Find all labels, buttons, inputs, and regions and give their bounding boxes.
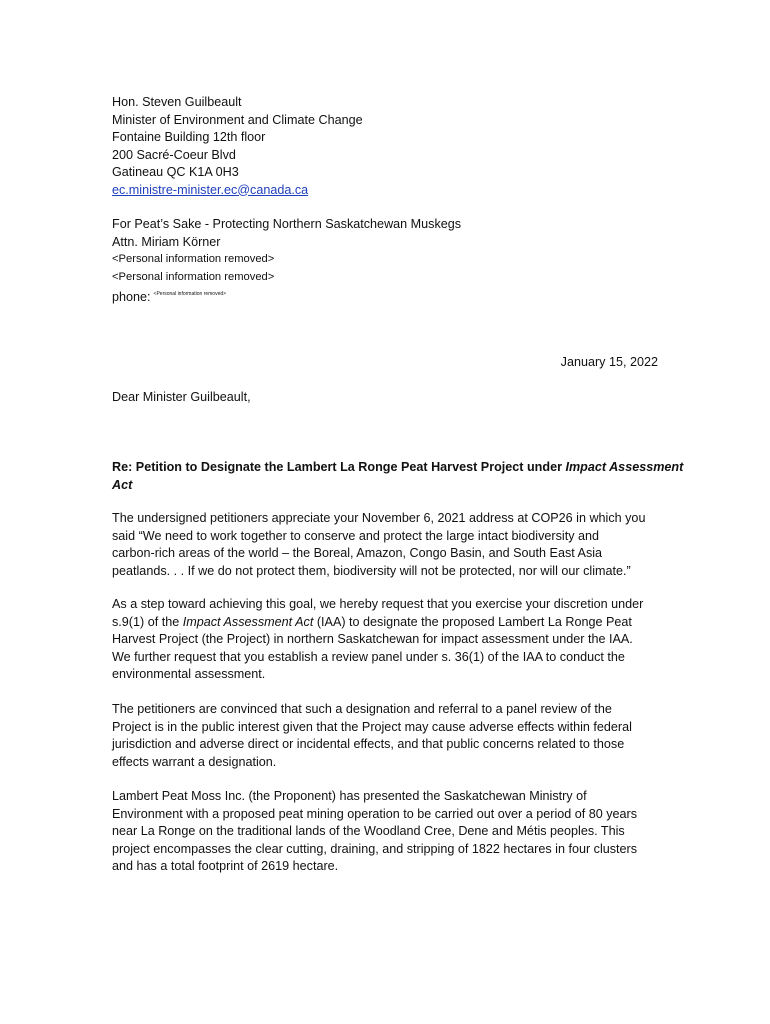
recipient-building: Fontaine Building 12th floor xyxy=(112,130,266,144)
paragraph-line: The petitioners are convinced that such a designation and referral to a panel review of the xyxy=(112,702,612,716)
sender-address xyxy=(112,216,662,307)
sender-phone xyxy=(112,286,662,307)
paragraph-line: effects warrant a designation. xyxy=(112,754,277,769)
paragraph-line: Project is in the public interest given that the Project may cause adverse effects within federal xyxy=(112,719,632,734)
p2-line2-pre: s.9(1) of the xyxy=(112,614,183,629)
paragraph-line: near La Ronge on the traditional lands of the Woodland Cree, Dene and Métis peoples. This xyxy=(112,824,625,838)
letter-date: January 15, 2022 xyxy=(560,355,658,369)
paragraph-line: Environment with a proposed peat mining operation to be carried out over a period of 80 years xyxy=(112,806,638,821)
p2-act-name: Impact Assessment Act xyxy=(182,614,314,629)
phone-redacted: <Personal information removed> xyxy=(153,291,227,297)
paragraph-line: We further request that you establish a review panel under s. 36(1) of the IAA to conduct the xyxy=(112,649,625,664)
paragraph-line: said “We need to work together to conserve and protect the large intact biodiversity and xyxy=(112,528,599,543)
recipient-street: 200 Sacré-Coeur Blvd xyxy=(112,147,236,162)
recipient-city: Gatineau QC K1A 0H3 xyxy=(112,165,239,179)
paragraph-line: environmental assessment. xyxy=(112,667,266,681)
p2-line2-post: (IAA) to designate the proposed Lambert La Ronge Peat xyxy=(313,614,632,629)
paragraph-3 xyxy=(112,701,660,771)
recipient-email-link[interactable]: ec.ministre-minister.ec@canada.ca xyxy=(112,182,309,197)
phone-label: phone: xyxy=(112,290,151,304)
paragraph-line: carbon-rich areas of the world – the Boreal, Amazon, Congo Basin, and South East Asia xyxy=(112,546,603,560)
recipient-address xyxy=(112,94,662,199)
paragraph-2 xyxy=(112,596,660,684)
sender-redacted-line-1: <Personal information removed> xyxy=(112,253,275,265)
paragraph-4 xyxy=(112,788,660,876)
paragraph-line: Harvest Project (the Project) in northern Saskatchewan for impact assessment under the IAA. xyxy=(112,632,633,646)
salutation: Dear Minister Guilbeault, xyxy=(112,390,251,404)
paragraph-1 xyxy=(112,510,660,580)
sender-org: For Peat’s Sake - Protecting Northern Saskatchewan Muskegs xyxy=(112,217,462,231)
subject-prefix: Re: Petition to Designate the Lambert La Ronge Peat Harvest Project under xyxy=(112,460,566,474)
sender-attn: Attn. Miriam Körner xyxy=(112,234,221,249)
recipient-title: Minister of Environment and Climate Change xyxy=(112,112,363,127)
subject-act-part2: Act xyxy=(112,477,133,492)
sender-redacted-line-2: <Personal information removed> xyxy=(112,270,275,283)
paragraph-line xyxy=(112,614,660,632)
paragraph-line: As a step toward achieving this goal, we hereby request that you exercise your discretion under xyxy=(112,597,644,611)
paragraph-line: peatlands. . . If we do not protect them, biodiversity will not be protected, nor will our climate.” xyxy=(112,563,631,578)
subject-line xyxy=(112,459,684,494)
subject-act-part1: Impact Assessment xyxy=(565,460,684,474)
paragraph-line: and has a total footprint of 2619 hectare. xyxy=(112,859,339,873)
paragraph-line: Lambert Peat Moss Inc. (the Proponent) has presented the Saskatchewan Ministry of xyxy=(112,789,587,803)
paragraph-line: The undersigned petitioners appreciate your November 6, 2021 address at COP26 in which you xyxy=(112,511,646,525)
paragraph-line: project encompasses the clear cutting, draining, and stripping of 1822 hectares in four clusters xyxy=(112,841,638,856)
paragraph-line: jurisdiction and adverse direct or incidental effects, and that public concerns related to those xyxy=(112,737,625,751)
recipient-name: Hon. Steven Guilbeault xyxy=(112,95,242,109)
